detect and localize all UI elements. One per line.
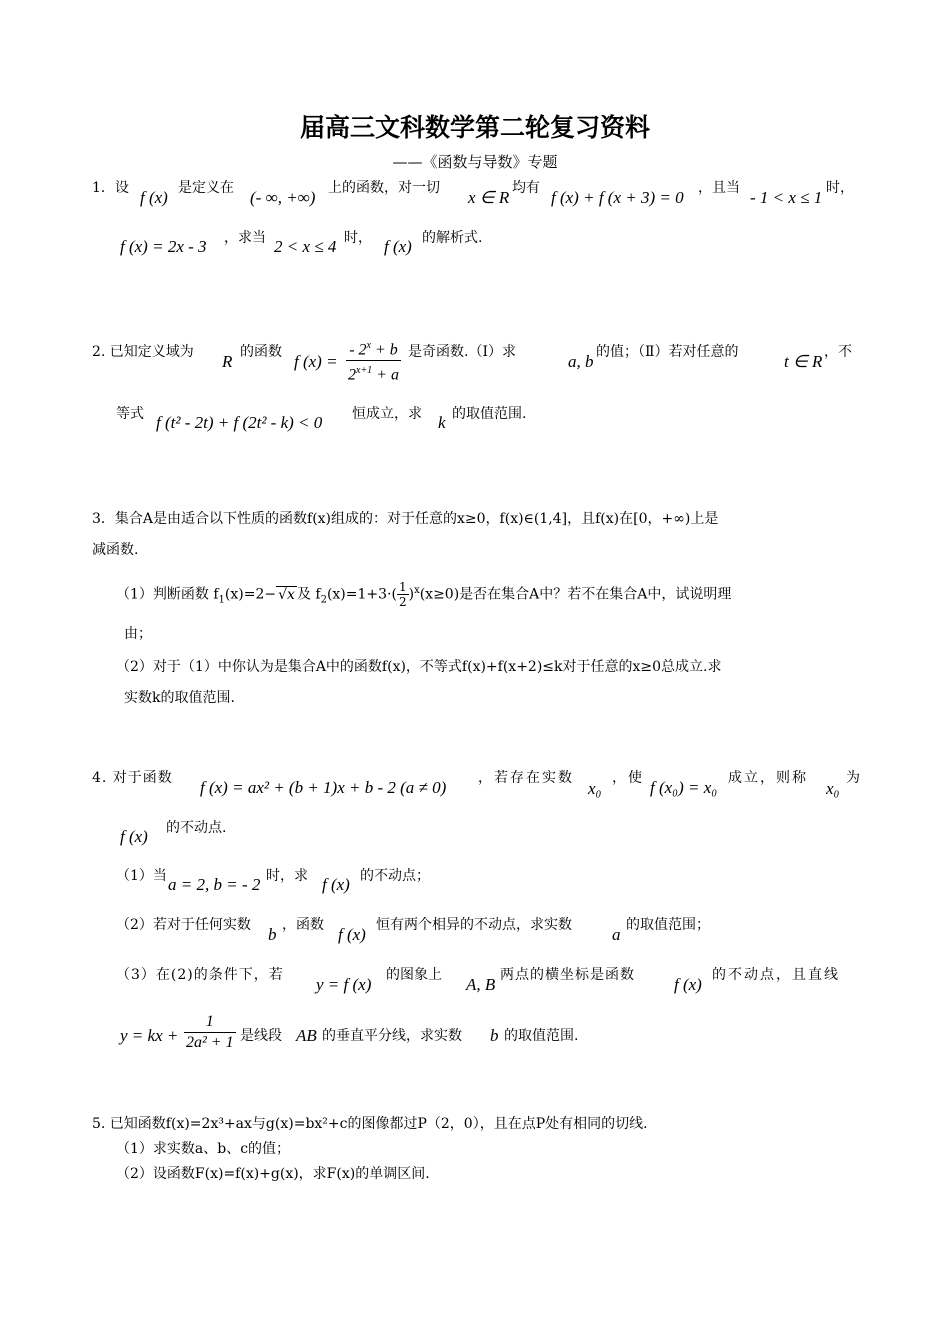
page-title: 届高三文科数学第二轮复习资料 (299, 113, 650, 142)
q4-p3-fx: f (x) (674, 975, 702, 994)
q4-text-5: 的不动点. (166, 820, 227, 836)
q3-part-2-line-2: 实数k的取值范围. (124, 690, 235, 706)
q2-fraction (346, 336, 401, 386)
q4-p3-denominator: 2a² + 1 (186, 1034, 234, 1051)
q5-line-3: （2）设函数F(x)=f(x)+g(x)，求F(x)的单调区间. (116, 1166, 430, 1182)
q2-text-7: 的取值范围. (452, 406, 527, 422)
q3-p1-text-d: (x)=1+3·( (326, 586, 397, 603)
q2-denominator-exp: x+1 (356, 365, 373, 377)
q4-p3-text-f: 的垂直平分线，求实数 (322, 1028, 462, 1044)
q2-t-in-r: t ∈ R (784, 352, 823, 371)
q2-text-6: 恒成立，求 (352, 406, 422, 422)
q1-definition: f (x) = 2x - 3 (120, 237, 207, 256)
q2-number: 2. 已知定义域为 (92, 344, 194, 360)
q1-interval: (- ∞, +∞) (250, 188, 316, 207)
q3-p1-text-f: (x≥0)是否在集合A中？若不在集合A中，试说明理 (419, 586, 732, 603)
q4-p2-fx: f (x) (338, 925, 366, 944)
q1-fx-2: f (x) (384, 237, 412, 256)
q4-text-4: 为 (846, 770, 860, 786)
q3-half-num: 1 (398, 580, 407, 594)
q2-inequality: f (t² - 2t) + f (2t² - k) < 0 (156, 413, 323, 432)
q4-p1-text-b: 时，求 (266, 868, 308, 884)
q1-text-8: 的解析式. (422, 230, 483, 246)
q4-p3-y: y = f (x) (316, 975, 372, 994)
q1-text-6: ，求当 (224, 230, 266, 246)
q4-p3-b: b (490, 1026, 499, 1045)
q4-p2-text-a: （2）若对于任何实数 (116, 917, 251, 933)
q4-p3-numerator: 1 (184, 1012, 236, 1033)
q3-p1-text-c: 及 f (296, 586, 321, 603)
q4-x0-b: x₀ (826, 779, 840, 798)
q1-text-3: 均有 (512, 180, 540, 196)
q1-text-2: 上的函数，对一切 (328, 180, 440, 196)
q3-line-2: 减函数. (92, 542, 139, 558)
q4-p3-text-b: 的图象上 (386, 967, 442, 983)
q4-p2-text-d: 恒有两个相异的不动点，求实数 (376, 917, 572, 933)
q4-p3-ab: A, B (466, 975, 496, 994)
q4-x0: x₀ (588, 779, 602, 798)
q3-p1-text-e: ) (408, 586, 415, 603)
q4-p3-text-e: 是线段 (240, 1028, 282, 1044)
q2-denominator-rest: + a (372, 366, 399, 384)
q5-line-2: （1）求实数a、b、c的值； (116, 1141, 291, 1157)
q4-number: 4. 对于函数 (92, 770, 173, 786)
q1-text-7: 时， (344, 230, 372, 246)
q2-ab: a, b (568, 352, 594, 371)
q1-text-1: 是定义在 (178, 180, 234, 196)
q4-equation: f (x₀) = x₀ (650, 778, 718, 797)
q3-sqrt-arg: x (287, 586, 295, 603)
q1-fx: f (x) (140, 188, 168, 207)
q4-p1-fx: f (x) (322, 875, 350, 894)
q1-number: 1．设 (92, 180, 129, 196)
q1-equation: f (x) + f (x + 3) = 0 (551, 188, 684, 207)
q3-p1-text-b: (x)=2− (224, 586, 277, 603)
q2-numerator: - 2 (349, 341, 367, 359)
q4-p3-line: y = kx + (120, 1026, 179, 1045)
q1-condition-2: 2 < x ≤ 4 (274, 237, 337, 256)
q4-p3-text-d: 的不动点，且直线 (712, 967, 840, 983)
q2-text-2: 是奇函数.（Ⅰ）求 (408, 344, 516, 360)
q3-p1-text-g: 由； (124, 626, 152, 642)
q4-p3-fraction (184, 1012, 236, 1053)
q4-p1-values: a = 2, b = - 2 (168, 875, 261, 894)
q2-numerator-rest: + b (370, 341, 398, 359)
q2-text-4: ，不 (824, 344, 852, 360)
q2-lhs: f (x) = (294, 352, 338, 371)
q2-text-5: 等式 (116, 406, 144, 422)
q3-part-2-line-1: （2）对于（1）中你认为是集合A中的函数f(x)，不等式f(x)+f(x+2)≤k对于任意的x≥0总成立.求 (116, 659, 722, 675)
q1-condition-1: - 1 < x ≤ 1 (750, 188, 823, 207)
q4-p3-text-a: （3）在(2)的条件下，若 (116, 967, 284, 983)
q4-fx: f (x) (120, 827, 148, 846)
q3-half-den: 2 (398, 595, 407, 609)
q2-denominator: 2 (348, 366, 356, 384)
q4-p2-a: a (612, 925, 621, 944)
q1-text-5: 时， (826, 180, 854, 196)
q1-text-4: ，且当 (698, 180, 740, 196)
q2-domain-r: R (222, 352, 233, 371)
q2-numerator-exp: x (366, 340, 371, 351)
q4-text-2: ，使 (612, 770, 644, 786)
q4-p3-ab-2: AB (296, 1026, 317, 1045)
q4-p2-text-e: 的取值范围； (626, 917, 710, 933)
q4-p3-text-c: 两点的横坐标是函数 (500, 967, 635, 983)
q4-p1-text-a: （1）当 (116, 868, 167, 884)
q4-p1-text-c: 的不动点； (360, 868, 430, 884)
q4-text-1: ，若存在实数 (478, 770, 574, 786)
q1-x-in-r: x ∈ R (468, 188, 510, 207)
q4-text-3: 成立，则称 (728, 770, 808, 786)
q4-p2-b: b (268, 925, 277, 944)
q4-function: f (x) = ax² + (b + 1)x + b - 2 (a ≠ 0) (200, 778, 447, 797)
q4-p3-text-g: 的取值范围. (504, 1028, 579, 1044)
q2-text-3: 的值；（Ⅱ）若对任意的 (596, 344, 739, 360)
q5-line-1: 5. 已知函数f(x)=2x³+ax与g(x)=bx²+c的图像都过P（2，0），且在点P处有相同的切线. (92, 1116, 648, 1132)
q2-k: k (438, 413, 446, 432)
q4-p2-text-c: ，函数 (282, 917, 324, 933)
page-subtitle: ——《函数与导数》专题 (392, 153, 558, 171)
q2-text-1: 的函数 (240, 344, 282, 360)
q3-line-1: 3．集合A是由适合以下性质的函数f(x)组成的：对于任意的x≥0，f(x)∈(1,4]，且f(x)在[0，+∞)上是 (92, 511, 719, 527)
q3-part-1: （1）判断函数 $f_1(x)=2- √x$ 及 $f_2(x)=1+3\cdot$( $\frac{1}{2}$ )$^x$(x≥0)是否在集合A中？若不在集合A中，试说明理 (116, 580, 732, 609)
q3-p1-text-a: （1）判断函数 f (116, 586, 219, 603)
